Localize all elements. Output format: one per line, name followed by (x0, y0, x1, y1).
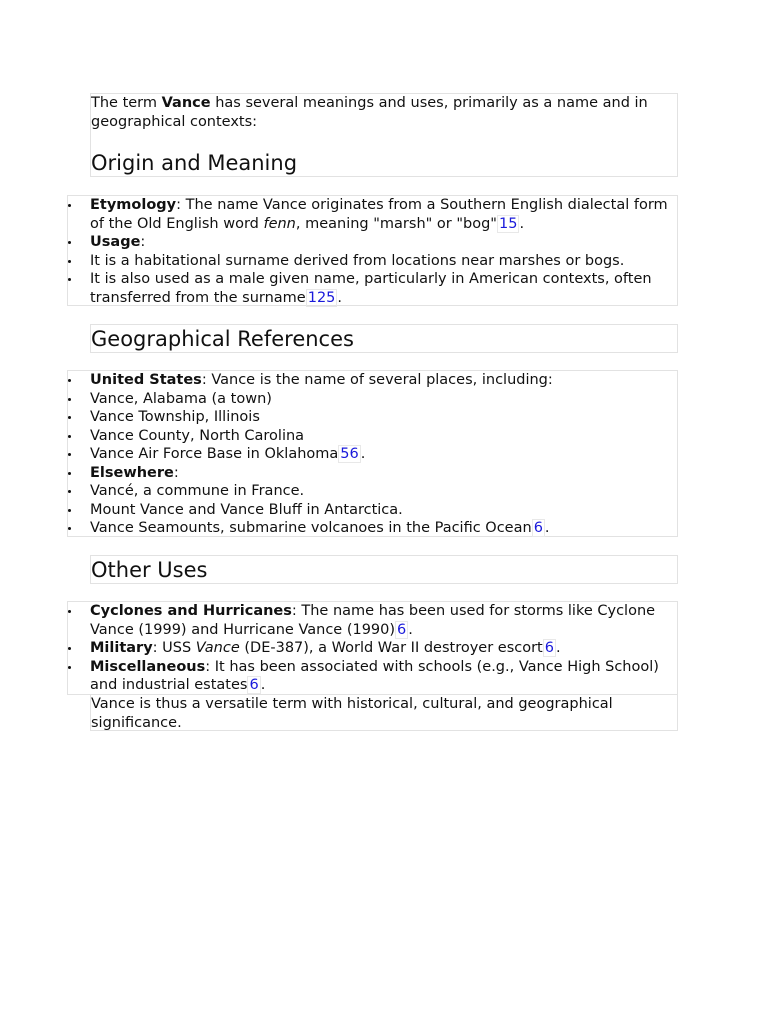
heading-origin: Origin and Meaning (91, 151, 298, 175)
list-item-united-states (90, 371, 677, 390)
citation-link[interactable]: 6 (397, 621, 407, 638)
citation-link[interactable]: 6 (544, 640, 554, 656)
item-punct: . (519, 215, 525, 232)
item-text: Vance County, North Carolina (90, 427, 305, 444)
item-text: (DE-387), a World War II destroyer escort (239, 640, 543, 656)
item-punct: : (140, 234, 146, 250)
item-text: , meaning "marsh" or "bog" (295, 215, 497, 232)
item-label: Miscellaneous (90, 658, 206, 675)
geo-list (68, 371, 677, 538)
list-item (90, 270, 677, 307)
item-text: Vance Seamounts, submarine volcanoes in the Pacific Ocean (90, 520, 532, 536)
geo-heading-block (90, 324, 678, 353)
intro-term: Vance (161, 95, 211, 111)
list-item-usage (90, 233, 677, 252)
list-item-military (90, 639, 677, 658)
item-text: : USS (152, 640, 196, 656)
item-text: It is also used as a male given name, particularly in American contexts, often transferred from the surname (90, 271, 652, 306)
item-punct: : (173, 464, 179, 481)
item-text: Mount Vance and Vance Bluff in Antarctica. (90, 501, 403, 518)
item-punct: . (337, 289, 343, 306)
intro-suffix: has several meanings and uses, primarily as a name and in geographical contexts: (91, 95, 648, 130)
item-text: : The name has been used for storms like Cyclone Vance (1999) and Hurricane Vance (1990) (90, 603, 656, 638)
item-label: United States (90, 372, 202, 388)
list-item (90, 482, 677, 501)
item-label: Elsewhere (90, 464, 174, 481)
citation-link[interactable]: 56 (340, 446, 359, 462)
list-item (90, 390, 677, 409)
item-punct: . (555, 640, 561, 656)
geo-list-block (67, 370, 678, 537)
list-item (90, 427, 677, 446)
citation-link[interactable]: 6 (533, 520, 543, 536)
other-list-block (67, 601, 678, 695)
item-label: Etymology (90, 197, 177, 213)
list-item (90, 501, 677, 520)
item-text: Vance Air Force Base in Oklahoma (90, 446, 339, 462)
intro-paragraph (91, 94, 677, 131)
item-punct: . (544, 520, 550, 536)
outro-paragraph: Vance is thus a versatile term with historical, cultural, and geographical significance. (91, 696, 613, 731)
item-text: : Vance is the name of several places, including: (201, 372, 553, 388)
list-item-miscellaneous (90, 658, 677, 695)
item-label: Usage (90, 234, 141, 250)
item-emphasis: Vance (195, 640, 240, 656)
item-punct: . (260, 677, 266, 693)
item-punct: . (408, 621, 413, 638)
citation-link[interactable]: 15 (498, 215, 518, 232)
intro-block (90, 93, 678, 177)
intro-prefix: The term (91, 95, 162, 111)
item-text: Vancé, a commune in France. (90, 483, 305, 499)
list-item-etymology (90, 196, 677, 233)
list-item (90, 445, 677, 464)
list-item (90, 252, 677, 271)
outro-block (90, 694, 678, 731)
heading-other-uses: Other Uses (91, 558, 208, 582)
citation-link[interactable]: 6 (249, 677, 259, 693)
item-punct: . (360, 446, 366, 462)
item-text: It is a habitational surname derived from locations near marshes or bogs. (90, 252, 625, 269)
other-list (68, 602, 677, 695)
item-label: Military (90, 640, 153, 656)
origin-list (68, 196, 677, 307)
list-item-elsewhere (90, 464, 677, 483)
list-item (90, 408, 677, 427)
item-label: Cyclones and Hurricanes (90, 603, 292, 619)
item-text: Vance, Alabama (a town) (90, 390, 272, 407)
item-text: : It has been associated with schools (e.g., Vance High School) and industrial estates (90, 658, 659, 693)
origin-list-block (67, 195, 678, 306)
item-emphasis: fenn (263, 215, 296, 232)
other-heading-block (90, 555, 678, 584)
list-item-cyclones (90, 602, 677, 639)
item-text: : The name Vance originates from a Southern English dialectal form of the Old English word (90, 197, 668, 232)
item-text: Vance Township, Illinois (90, 409, 260, 425)
citation-link[interactable]: 125 (307, 289, 336, 306)
list-item (90, 519, 677, 538)
heading-geographical: Geographical References (91, 327, 354, 351)
